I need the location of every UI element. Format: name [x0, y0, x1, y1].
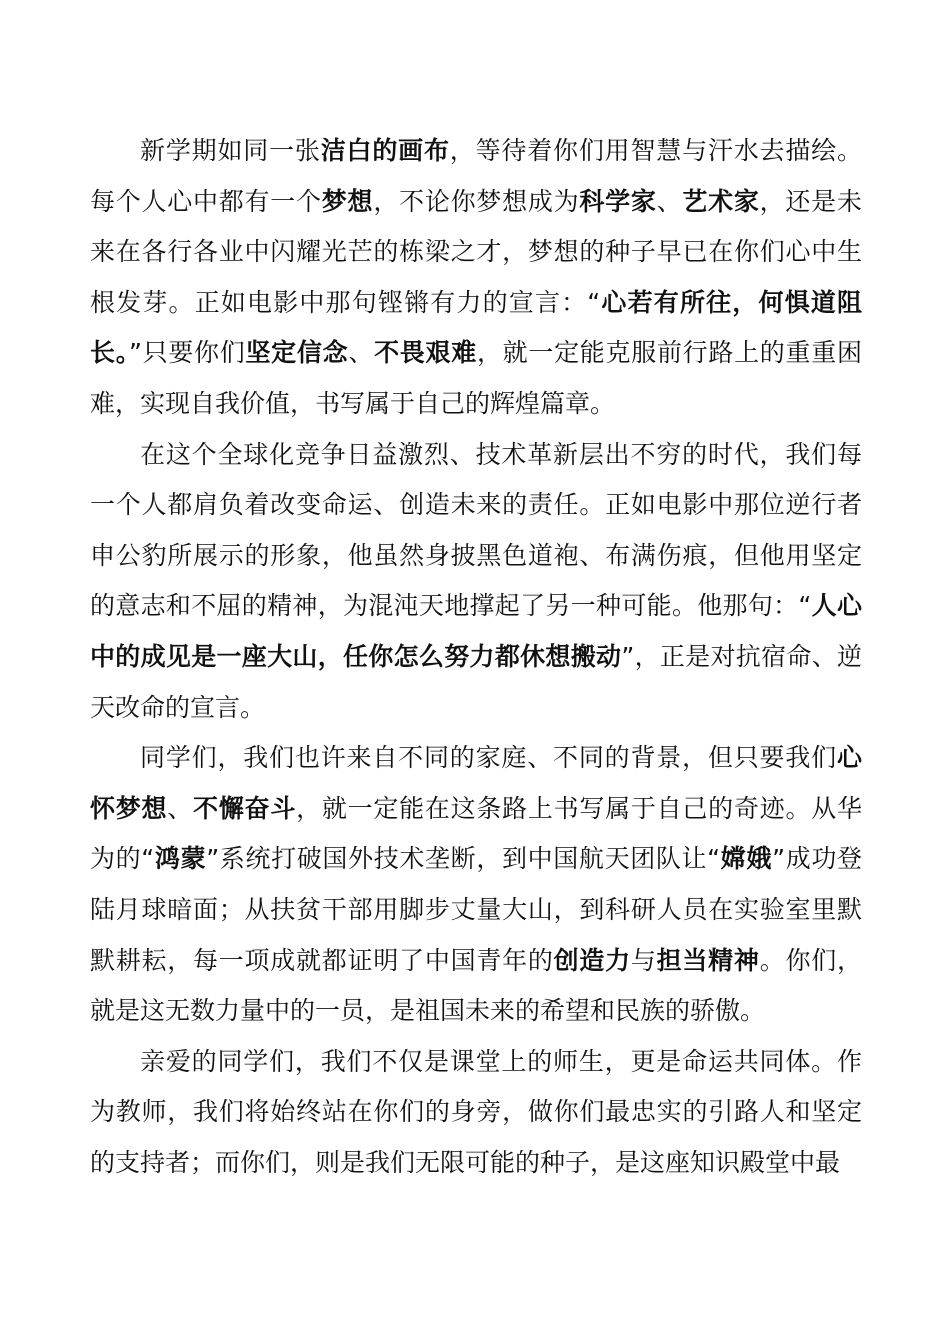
- text-run: 在这个全球化竞争日益激烈、技术革新层出不穷的时代，我们每一个人都肩负着改变命运、创造未来的责任。正如电影中那位逆行者申公豹所展示的形象，他虽然身披黑色道袍、布满伤痕，但他用坚定的意志和不屈的精神，为混沌天地撑起了另一种可能。他那句：“: [90, 439, 862, 621]
- bold-text-run: 艺术家: [682, 186, 760, 216]
- bold-text-run: 心若有所往，何惧道阻长。: [90, 287, 862, 368]
- text-run: ”系统打破国外技术垄断，到中国航天团队让“: [206, 844, 721, 874]
- bold-text-run: 不畏艰难: [374, 338, 477, 368]
- paragraph-3: [90, 733, 862, 1037]
- bold-text-run: 人心中的成见是一座大山，任你怎么努力都休想搬动: [90, 591, 862, 671]
- text-run: ，不论你梦想成为: [373, 186, 580, 216]
- text-run: ，等待着你们用智慧与汗水去描绘。每个人心中都有一个: [90, 136, 862, 216]
- bold-text-run: 科学家: [579, 186, 657, 216]
- text-run: 亲爱的同学们，我们不仅是课堂上的师生，更是命运共同体。作为教师，我们将始终站在你们的身旁，做你们最忠实的引路人和坚定的支持者；而你们，则是我们无限可能的种子，是这座知识殿堂中最: [90, 1046, 862, 1177]
- paragraph-1: [90, 126, 862, 430]
- text-run: 、: [167, 793, 194, 823]
- text-run: 与: [630, 945, 657, 975]
- text-run: 、: [348, 338, 375, 368]
- text-run: ”只要你们: [128, 338, 246, 368]
- text-run: 、: [656, 186, 683, 216]
- paragraph-2: [90, 430, 862, 734]
- text-run: ”成功登陆月球暗面；从扶贫干部用脚步丈量大山，到科研人员在实验室里默默耕耘，每一项成就都证明了中国青年的: [90, 844, 862, 975]
- paragraph-4: [90, 1037, 862, 1189]
- text-run: ，就一定能克服前行路上的重重困难，实现自我价值，书写属于自己的辉煌篇章。: [90, 338, 862, 418]
- bold-text-run: 不懈奋斗: [193, 793, 297, 823]
- text-run: ，还是未来在各行各业中闪耀光芒的栋梁之才，梦想的种子早已在你们心中生根发芽。正如电影中那句铿锵有力的宣言：“: [90, 186, 862, 317]
- bold-text-run: 梦想: [321, 186, 374, 216]
- bold-text-run: 洁白的画布: [320, 136, 450, 165]
- text-run: 同学们，我们也许来自不同的家庭、不同的背景，但只要我们: [140, 743, 837, 773]
- document-body: [90, 126, 862, 1188]
- text-run: 新学期如同一张: [140, 136, 321, 165]
- bold-text-run: 鸿蒙: [154, 844, 207, 874]
- text-run: ”，正是对抗宿命、逆天改命的宣言。: [90, 641, 862, 722]
- text-run: ，就一定能在这条路上书写属于自己的奇迹。从华为的“: [90, 793, 862, 874]
- bold-text-run: 心怀梦想: [90, 743, 862, 823]
- bold-text-run: 担当精神: [656, 945, 760, 975]
- bold-text-run: 创造力: [553, 945, 631, 975]
- bold-text-run: 坚定信念: [245, 338, 349, 368]
- bold-text-run: 嫦娥: [720, 844, 773, 874]
- text-run: 。你们，就是这无数力量中的一员，是祖国未来的希望和民族的骄傲。: [90, 945, 862, 1026]
